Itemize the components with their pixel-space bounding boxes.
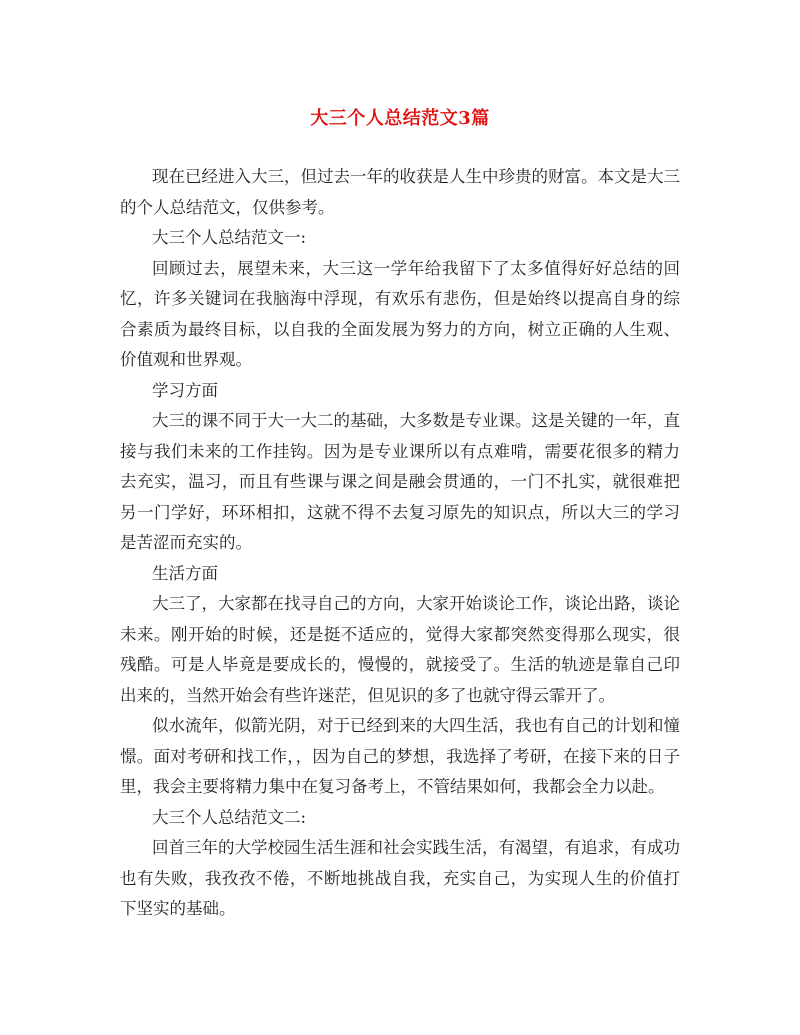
document-title: 大三个人总结范文3篇 [310,108,490,129]
study-heading: 学习方面 [152,380,218,400]
intro-paragraph: 现在已经进入大三，但过去一年的收获是人生中珍贵的财富。本文是大三的个人总结范文，仅供参考。 [120,167,680,217]
section-one-paragraph: 回顾过去，展望未来，大三这一学年给我留下了太多值得好好总结的回忆，许多关键词在我脑海中浮现，有欢乐有悲伤，但是始终以提高自身的综合素质为最终目标，以自我的全面发展为努力的方向，树立正确的人生观、价值观和世界观。 [120,258,680,369]
section-two-heading: 大三个人总结范文二: [152,807,307,827]
study-paragraph: 大三的课不同于大一大二的基础，大多数是专业课。这是关键的一年，直接与我们未来的工作挂钩。因为是专业课所以有点难啃，需要花很多的精力去充实，温习，而且有些课与课之间是融会贯通的，一门不扎实，就很难把另一门学好，环环相扣，这就不得不去复习原先的知识点，所以大三的学习是苦涩而充实的。 [120,411,680,552]
document-body [120,162,680,925]
section-two-paragraph: 回首三年的大学校园生活生涯和社会实践生活，有渴望，有追求，有成功也有失败，我孜孜不倦，不断地挑战自我，充实自己，为实现人生的价值打下坚实的基础。 [120,838,680,918]
section-one-heading: 大三个人总结范文一: [152,228,307,247]
life-heading: 生活方面 [152,563,218,583]
life-paragraph-one: 大三了，大家都在找寻自己的方向，大家开始谈论工作，谈论出路，谈论未来。刚开始的时候，还是挺不适应的，觉得大家都突然变得那么现实，很残酷。可是人毕竟是要成长的，慢慢的，就接受了。生活的轨迹是靠自己印出来的，当然开始会有些许迷茫，但见识的多了也就守得云霏开了。 [120,594,680,705]
life-paragraph-two: 似水流年，似箭光阴，对于已经到来的大四生活，我也有自己的计划和憧憬。面对考研和找工作，，因为自己的梦想，我选择了考研，在接下来的日子里，我会主要将精力集中在复习备考上，不管结果如何，我都会全力以赴。 [120,716,680,796]
